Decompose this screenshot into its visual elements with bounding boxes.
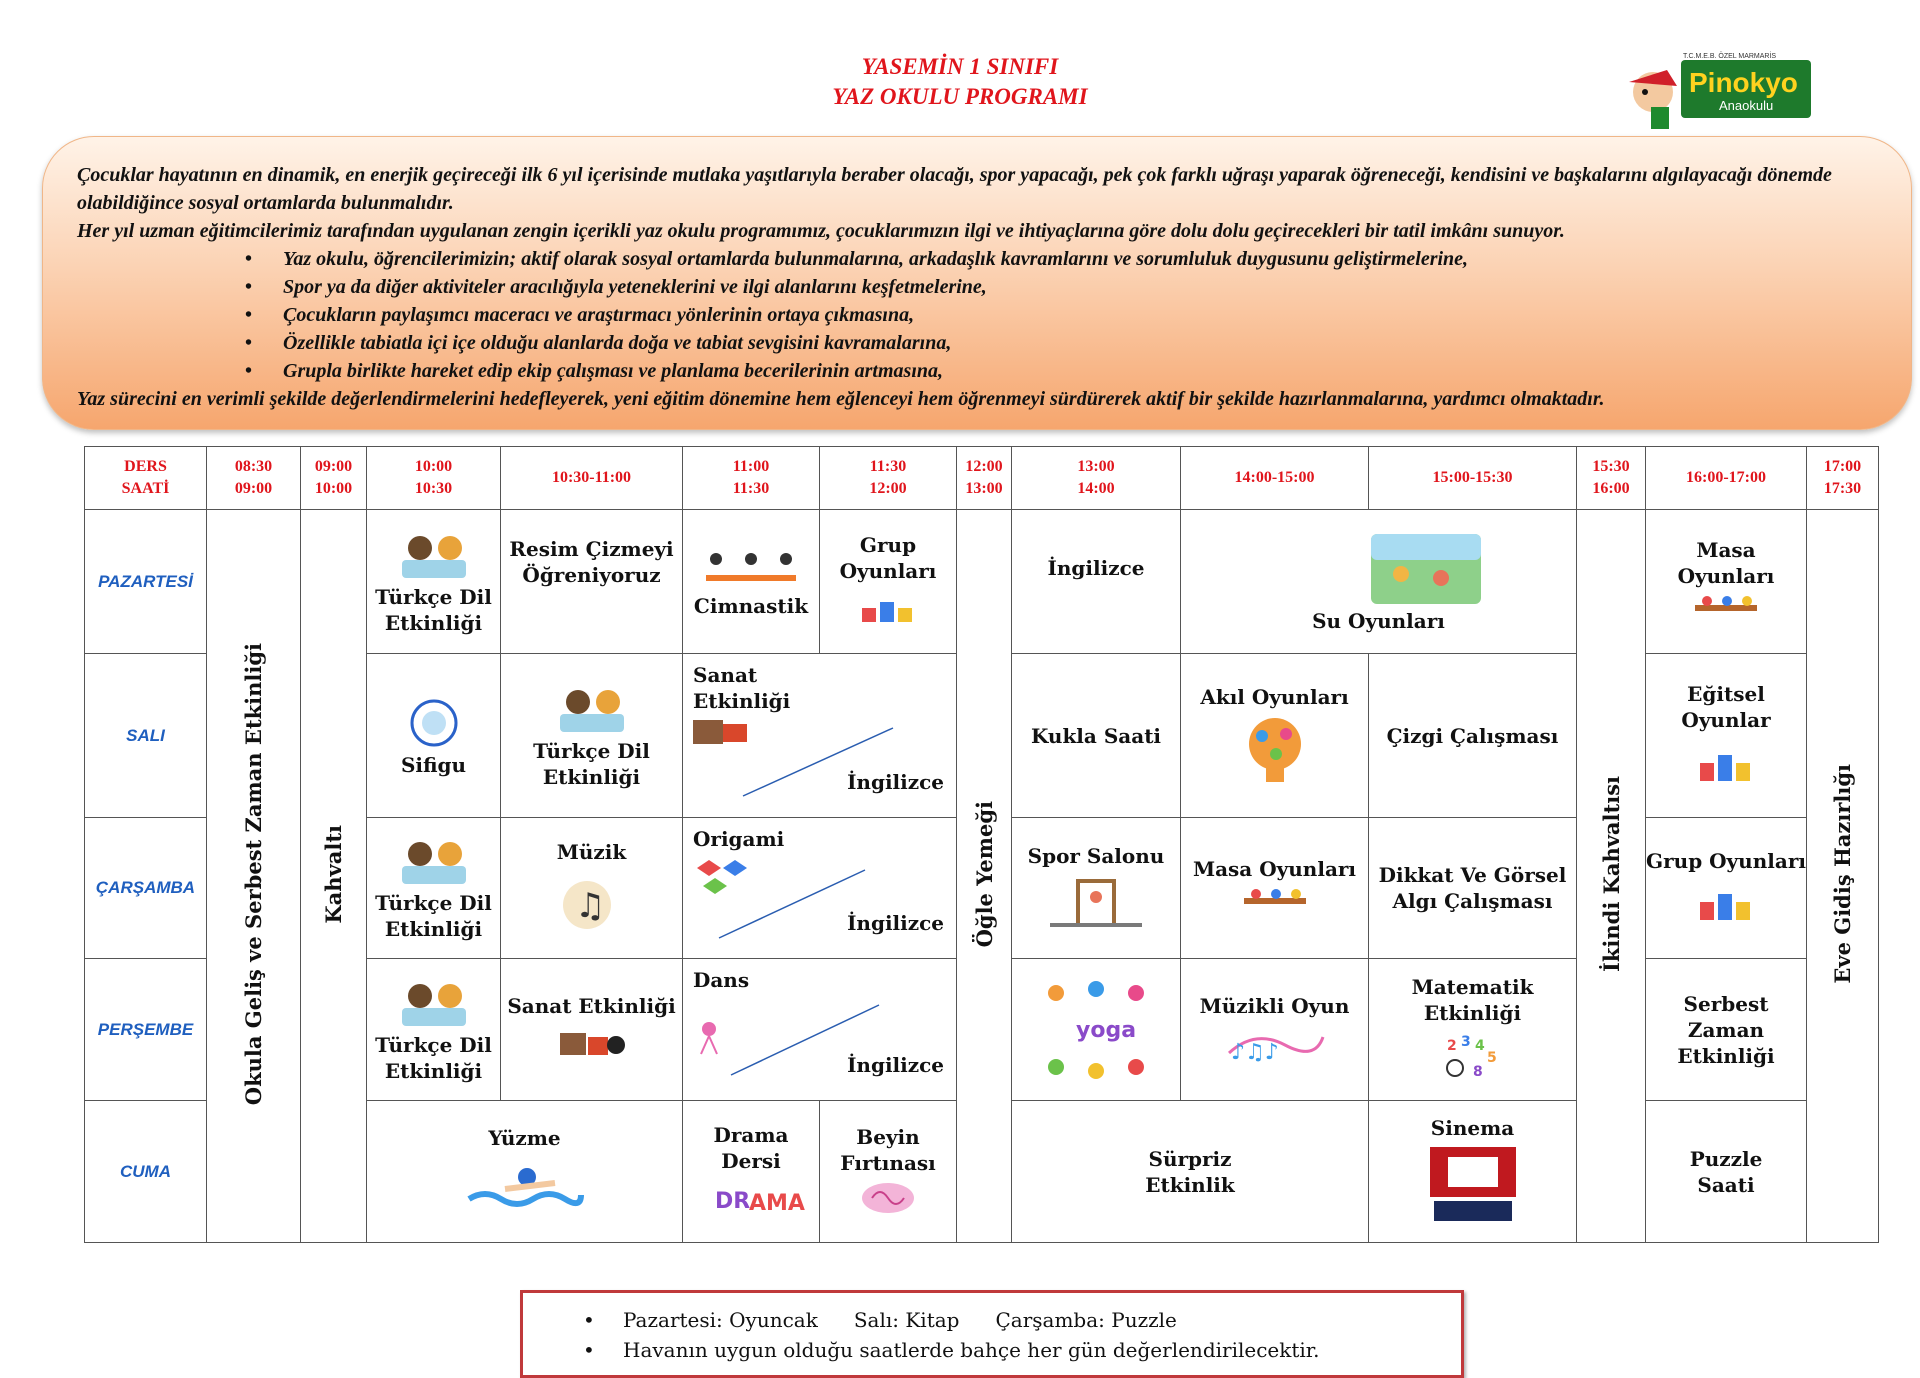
table-games-icon <box>1691 593 1761 623</box>
row-monday <box>85 510 1879 654</box>
notes-list <box>583 1305 1461 1365</box>
logo-brand-text: Pinokyo <box>1689 67 1798 98</box>
intro-bullet: • Yaz okulu, öğrencilerimizin; aktif olarak sosyal ortamlarda bulunmalarına, arkadaşlık kavramlarını ve sorumluluk duygusunu geliştirmelerine, <box>247 245 1881 273</box>
gymnastics-icon <box>696 549 806 589</box>
day-thursday: PERŞEMBE <box>85 959 207 1101</box>
activity-cell: Beyin Fırtınası <box>820 1101 957 1243</box>
lunch-label: Öğle Yemeği <box>971 800 997 948</box>
svg-text:8: 8 <box>1472 1063 1483 1080</box>
notes-box <box>520 1290 1464 1378</box>
activity-cell: Su Oyunları <box>1181 510 1577 654</box>
svg-text:♪♫♪: ♪♫♪ <box>1230 1039 1279 1065</box>
split-activity-cell <box>683 959 957 1101</box>
header-time: 10:00 10:30 <box>367 447 501 510</box>
gym-icon <box>1046 873 1146 929</box>
split-top-label: Sanat Etkinliği <box>693 663 791 713</box>
logo-top-text: T.C.M.E.B. ÖZEL MARMARİS <box>1683 53 1777 60</box>
activity-cell: Eğitsel Oyunlar <box>1646 654 1807 818</box>
kids-group-icon <box>1694 878 1758 924</box>
kids-group-icon <box>1694 737 1758 787</box>
children-reading-icon <box>394 838 474 886</box>
intro-bullet-list <box>77 245 1881 385</box>
intro-paragraph-3: Yaz sürecini en verimli şekilde değerlendirmelerini hedefleyerek, yeni eğitim dönemine hem eğlenceyi hem öğrenmeyi sürdürerek aktif bir şekilde hazırlanmalarına, yardımcı olmaktadır. <box>77 388 1605 410</box>
logo-sub-text: Anaokulu <box>1719 98 1774 113</box>
intro-bullet: • Çocukların paylaşımcı maceracı ve araştırmacı yönlerinin ortaya çıkmasına, <box>247 301 1881 329</box>
activity-cell: Matematik Etkinliği 2 3 4 5 8 <box>1369 959 1577 1101</box>
activity-cell: Dikkat Ve Görsel Algı Çalışması <box>1369 818 1577 959</box>
note-monday: Pazartesi: Oyuncak <box>623 1308 818 1332</box>
activity-cell: Sürpriz Etkinlik <box>1012 1101 1369 1243</box>
activity-cell: Spor Salonu <box>1012 818 1181 959</box>
breakfast-cell <box>301 510 367 1243</box>
split-diagonal-line <box>683 818 957 959</box>
music-notes-icon <box>1225 1023 1325 1063</box>
activity-cell: Sinema <box>1369 1101 1577 1243</box>
cinema-icon <box>1428 1145 1518 1225</box>
home-label: Eve Gidiş Hazırlığı <box>1830 764 1855 984</box>
snack-label: İkindi Kahvaltısı <box>1598 776 1624 972</box>
svg-text:DR: DR <box>715 1188 751 1214</box>
split-top-label: Origami <box>693 827 785 851</box>
svg-text:AMA: AMA <box>749 1190 805 1216</box>
intro-bullet: • Grupla birlikte hareket edip ekip çalışması ve planlama becerilerinin artmasına, <box>247 357 1881 385</box>
activity-cell: Drama Dersi DR AMA <box>683 1101 820 1243</box>
header-time: 09:00 10:00 <box>301 447 367 510</box>
activity-cell: İngilizce <box>1012 510 1181 654</box>
activity-cell: Sifigu <box>367 654 501 818</box>
split-activity-cell <box>683 818 957 959</box>
activity-cell: Masa Oyunları <box>1181 818 1369 959</box>
header-time: 15:00-15:30 <box>1369 447 1577 510</box>
header-time: 12:00 13:00 <box>957 447 1012 510</box>
activity-cell: Müzikli Oyun ♪♫♪ <box>1181 959 1369 1101</box>
activity-cell: Türkçe Dil Etkinliği <box>501 654 683 818</box>
activity-cell: Türkçe Dil Etkinliği <box>367 959 501 1101</box>
math-numbers-icon <box>1443 1030 1503 1082</box>
title-line-1: YASEMİN 1 SINIFI <box>861 54 1059 79</box>
intro-paragraph-2: Her yıl uzman eğitimcilerimiz tarafından uygulanan zengin içerikli yaz okulu programımız, çocuklarımızın ilgi ve ihtiyaçlarına göre dolu dolu geçirecekleri bir tatil imkânı sunuyor. <box>77 220 1565 242</box>
kids-yoga-icon <box>1036 975 1156 1085</box>
breakfast-label: Kahvaltı <box>321 824 346 924</box>
header-ders-saati: DERS SAATİ <box>85 447 207 510</box>
header-time: 13:00 14:00 <box>1012 447 1181 510</box>
art-icon <box>552 1023 632 1063</box>
split-bottom-label: İngilizce <box>847 911 944 935</box>
arrival-cell <box>207 510 301 1243</box>
activity-cell: Puzzle Saati <box>1646 1101 1807 1243</box>
kids-group-icon <box>856 588 920 628</box>
header-row <box>85 447 1879 510</box>
activity-cell: Yüzme <box>367 1101 683 1243</box>
svg-text:2: 2 <box>1446 1037 1457 1054</box>
intro-panel <box>42 136 1912 430</box>
split-activity-cell <box>683 654 957 818</box>
header-time: 10:30-11:00 <box>501 447 683 510</box>
school-logo <box>1615 52 1815 134</box>
water-play-icon <box>1371 534 1481 604</box>
schedule-table <box>84 446 1879 1243</box>
activity-cell <box>1012 959 1181 1101</box>
sifigu-badge-icon <box>409 698 459 748</box>
svg-text:5: 5 <box>1486 1049 1497 1066</box>
music-icon <box>557 869 627 933</box>
arrival-label: Okula Geliş ve Serbest Zaman Etkinliği <box>241 642 266 1106</box>
split-top-label: Dans <box>693 968 750 992</box>
svg-text:♫: ♫ <box>574 886 605 926</box>
activity-cell: Cimnastik <box>683 510 820 654</box>
brainstorm-icon <box>858 1180 918 1216</box>
activity-cell: Türkçe Dil Etkinliği <box>367 818 501 959</box>
activity-cell: Grup Oyunları <box>1646 818 1807 959</box>
activity-cell: Müzik ♫ <box>501 818 683 959</box>
activity-cell: Grup Oyunları <box>820 510 957 654</box>
header-time: 17:00 17:30 <box>1807 447 1879 510</box>
header-time: 11:30 12:00 <box>820 447 957 510</box>
day-friday: CUMA <box>85 1101 207 1243</box>
snack-cell <box>1577 510 1646 1243</box>
swimming-icon <box>465 1155 585 1215</box>
children-reading-icon <box>394 980 474 1028</box>
day-tuesday: SALI <box>85 654 207 818</box>
children-reading-icon <box>552 686 632 734</box>
day-monday: PAZARTESİ <box>85 510 207 654</box>
split-diagonal-line <box>683 959 957 1101</box>
lunch-cell <box>957 510 1012 1243</box>
drama-icon <box>711 1178 805 1218</box>
split-bottom-label: İngilizce <box>847 770 944 794</box>
day-wednesday: ÇARŞAMBA <box>85 818 207 959</box>
activity-cell: Türkçe Dil Etkinliği <box>367 510 501 654</box>
activity-cell: Masa Oyunları <box>1646 510 1807 654</box>
header-time: 08:30 09:00 <box>207 447 301 510</box>
activity-cell: Resim Çizmeyi Öğreniyoruz <box>501 510 683 654</box>
svg-text:yoga: yoga <box>1076 1017 1137 1043</box>
activity-cell: Kukla Saati <box>1012 654 1181 818</box>
activity-cell: Serbest Zaman Etkinliği <box>1646 959 1807 1101</box>
title-line-2: YAZ OKULU PROGRAMI <box>832 84 1088 109</box>
intro-paragraph-1: Çocuklar hayatının en dinamik, en enerjik geçireceği ilk 6 yıl içerisinde mutlaka yaşıtlarıyla beraber olacağı, spor yapacağı, pek çok farklı uğraşı yaparak öğreneceği, kendisini ve başkalarını algılayacağı dönemde olabildiğince sosyal ortamlarda bulunmalıdır. <box>77 164 1832 214</box>
activity-cell: Sanat Etkinliği <box>501 959 683 1101</box>
note-garden: • Havanın uygun olduğu saatlerde bahçe her gün değerlendirilecektir. <box>583 1335 1461 1365</box>
split-bottom-label: İngilizce <box>847 1053 944 1077</box>
notes-day-items <box>583 1305 1461 1335</box>
header-time: 15:30 16:00 <box>1577 447 1646 510</box>
intro-bullet: • Spor ya da diğer aktiviteler aracılığıyla yeteneklerini ve ilgi alanlarını keşfetmelerine, <box>247 273 1881 301</box>
activity-cell: Akıl Oyunları <box>1181 654 1369 818</box>
svg-text:4: 4 <box>1474 1037 1485 1054</box>
svg-text:3: 3 <box>1460 1033 1471 1050</box>
intro-bullet: • Özellikle tabiatla içi içe olduğu alanlarda doğa ve tabiat sevgisini kavramalarına, <box>247 329 1881 357</box>
note-wednesday: Çarşamba: Puzzle <box>995 1308 1177 1332</box>
header-time: 14:00-15:00 <box>1181 447 1369 510</box>
header-time: 16:00-17:00 <box>1646 447 1807 510</box>
table-games-icon <box>1240 886 1310 916</box>
activity-cell: Çizgi Çalışması <box>1369 654 1577 818</box>
header-time: 11:00 11:30 <box>683 447 820 510</box>
note-tuesday: Salı: Kitap <box>853 1308 960 1332</box>
brain-icon <box>1240 714 1310 784</box>
children-reading-icon <box>394 532 474 580</box>
home-cell <box>1807 510 1879 1243</box>
